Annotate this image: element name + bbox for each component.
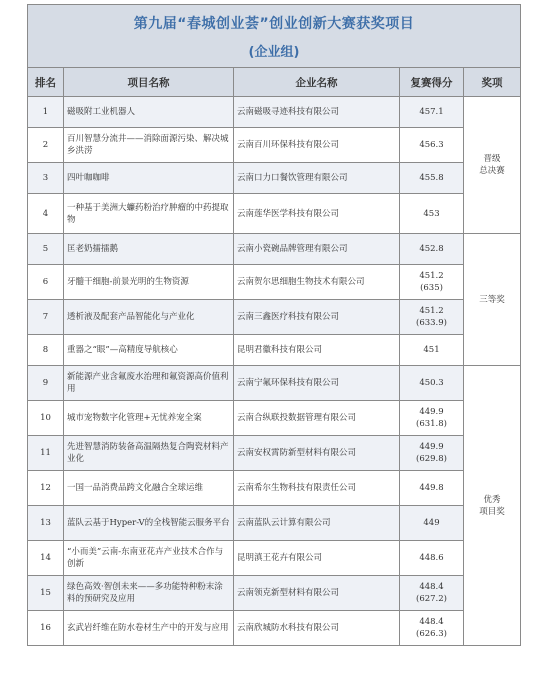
company-name-cell: 云南贺尔思细胞生物技术有限公司 xyxy=(234,265,400,300)
rank-cell: 4 xyxy=(28,194,64,234)
table-row xyxy=(28,300,521,335)
project-name-cell: 玄武岩纤维在防水卷材生产中的开发与应用 xyxy=(64,611,234,646)
score-cell: 457.1 xyxy=(400,97,464,128)
company-name-cell: 云南合纵联投数据管理有限公司 xyxy=(234,401,400,436)
company-name-cell: 云南宁氟环保科技有限公司 xyxy=(234,366,400,401)
header-project: 项目名称 xyxy=(64,68,234,97)
table-row xyxy=(28,541,521,576)
rank-cell: 10 xyxy=(28,401,64,436)
company-name-cell: 云南希尔生物科技有限责任公司 xyxy=(234,471,400,506)
rank-cell: 11 xyxy=(28,436,64,471)
rank-cell: 13 xyxy=(28,506,64,541)
score-cell: 449 xyxy=(400,506,464,541)
project-name-cell: 新能源产业含氟废水治理和氟资源高价值利用 xyxy=(64,366,234,401)
rank-cell: 6 xyxy=(28,265,64,300)
company-name-cell: 云南三鑫医疗科技有限公司 xyxy=(234,300,400,335)
score-cell: 449.8 xyxy=(400,471,464,506)
table-row xyxy=(28,194,521,234)
score-cell: 453 xyxy=(400,194,464,234)
header-rank: 排名 xyxy=(28,68,64,97)
rank-cell: 16 xyxy=(28,611,64,646)
table-row xyxy=(28,471,521,506)
table-row xyxy=(28,611,521,646)
score-cell: 450.3 xyxy=(400,366,464,401)
company-name-cell: 云南口力口餐饮管理有限公司 xyxy=(234,163,400,194)
table-row xyxy=(28,163,521,194)
table-title-cell xyxy=(28,5,521,68)
score-cell: 448.4 (627.2) xyxy=(400,576,464,611)
table-row xyxy=(28,97,521,128)
award-table-container xyxy=(27,4,520,646)
project-name-cell: 先进智慧消防装备高温隔热复合陶瓷材料产业化 xyxy=(64,436,234,471)
table-row xyxy=(28,128,521,163)
rank-cell: 1 xyxy=(28,97,64,128)
table-body xyxy=(28,97,521,646)
score-cell: 452.8 xyxy=(400,234,464,265)
project-name-cell: “小而美”云南-东南亚花卉产业技术合作与创新 xyxy=(64,541,234,576)
company-name-cell: 昆明滇王花卉有限公司 xyxy=(234,541,400,576)
project-name-cell: 磁吸附工业机器人 xyxy=(64,97,234,128)
rank-cell: 8 xyxy=(28,335,64,366)
award-cell: 优秀 项目奖 xyxy=(464,366,521,646)
score-cell: 455.8 xyxy=(400,163,464,194)
score-cell: 451.2 (633.9) xyxy=(400,300,464,335)
rank-cell: 5 xyxy=(28,234,64,265)
table-row xyxy=(28,366,521,401)
score-cell: 448.6 xyxy=(400,541,464,576)
award-cell: 三等奖 xyxy=(464,234,521,366)
header-company: 企业名称 xyxy=(234,68,400,97)
project-name-cell: 重器之“眼”—高精度导航核心 xyxy=(64,335,234,366)
project-name-cell: 城市宠物数字化管理+无忧养宠全案 xyxy=(64,401,234,436)
company-name-cell: 云南安权霄防新型材料有限公司 xyxy=(234,436,400,471)
project-name-cell: 蓝队云基于Hyper-V的全栈智能云服务平台 xyxy=(64,506,234,541)
rank-cell: 9 xyxy=(28,366,64,401)
table-row xyxy=(28,576,521,611)
project-name-cell: 四叶咖咖啡 xyxy=(64,163,234,194)
header-award: 奖项 xyxy=(464,68,521,97)
project-name-cell: 牙髓干细胞-前景光明的生物资源 xyxy=(64,265,234,300)
company-name-cell: 云南欣城防水科技有限公司 xyxy=(234,611,400,646)
table-row xyxy=(28,436,521,471)
score-cell: 449.9 (631.8) xyxy=(400,401,464,436)
score-cell: 451.2 (635) xyxy=(400,265,464,300)
project-name-cell: 百川智慧分流井——消除面源污染、解决城乡洪涝 xyxy=(64,128,234,163)
rank-cell: 7 xyxy=(28,300,64,335)
table-row xyxy=(28,234,521,265)
table-row xyxy=(28,506,521,541)
company-name-cell: 云南小瓷碗品牌管理有限公司 xyxy=(234,234,400,265)
rank-cell: 3 xyxy=(28,163,64,194)
company-name-cell: 云南领克新型材料有限公司 xyxy=(234,576,400,611)
score-cell: 451 xyxy=(400,335,464,366)
header-score: 复赛得分 xyxy=(400,68,464,97)
project-name-cell: 一国一品消费品跨文化融合全球运维 xyxy=(64,471,234,506)
company-name-cell: 云南磁吸寻迹科技有限公司 xyxy=(234,97,400,128)
project-name-cell: 匡老奶擂擂鹅 xyxy=(64,234,234,265)
company-name-cell: 云南莲华医学科技有限公司 xyxy=(234,194,400,234)
page-subtitle: (企业组) xyxy=(248,44,300,60)
project-name-cell: 绿色高效·智创未来——多功能特种粉末涂料的预研究及应用 xyxy=(64,576,234,611)
table-row xyxy=(28,401,521,436)
rank-cell: 14 xyxy=(28,541,64,576)
header-row xyxy=(28,68,521,97)
page-title: 第九届“春城创业荟”创业创新大赛获奖项目 xyxy=(133,15,415,32)
table-row xyxy=(28,265,521,300)
award-table xyxy=(27,4,521,646)
score-cell: 449.9 (629.8) xyxy=(400,436,464,471)
rank-cell: 2 xyxy=(28,128,64,163)
project-name-cell: 一种基于美洲大蠊药粉治疗肿瘤的中药提取物 xyxy=(64,194,234,234)
table-row xyxy=(28,335,521,366)
company-name-cell: 昆明君徽科技有限公司 xyxy=(234,335,400,366)
company-name-cell: 云南蓝队云计算有限公司 xyxy=(234,506,400,541)
project-name-cell: 透析液及配套产品智能化与产业化 xyxy=(64,300,234,335)
rank-cell: 12 xyxy=(28,471,64,506)
award-cell: 晋级 总决赛 xyxy=(464,97,521,234)
company-name-cell: 云南百川环保科技有限公司 xyxy=(234,128,400,163)
score-cell: 456.3 xyxy=(400,128,464,163)
rank-cell: 15 xyxy=(28,576,64,611)
score-cell: 448.4 (626.3) xyxy=(400,611,464,646)
